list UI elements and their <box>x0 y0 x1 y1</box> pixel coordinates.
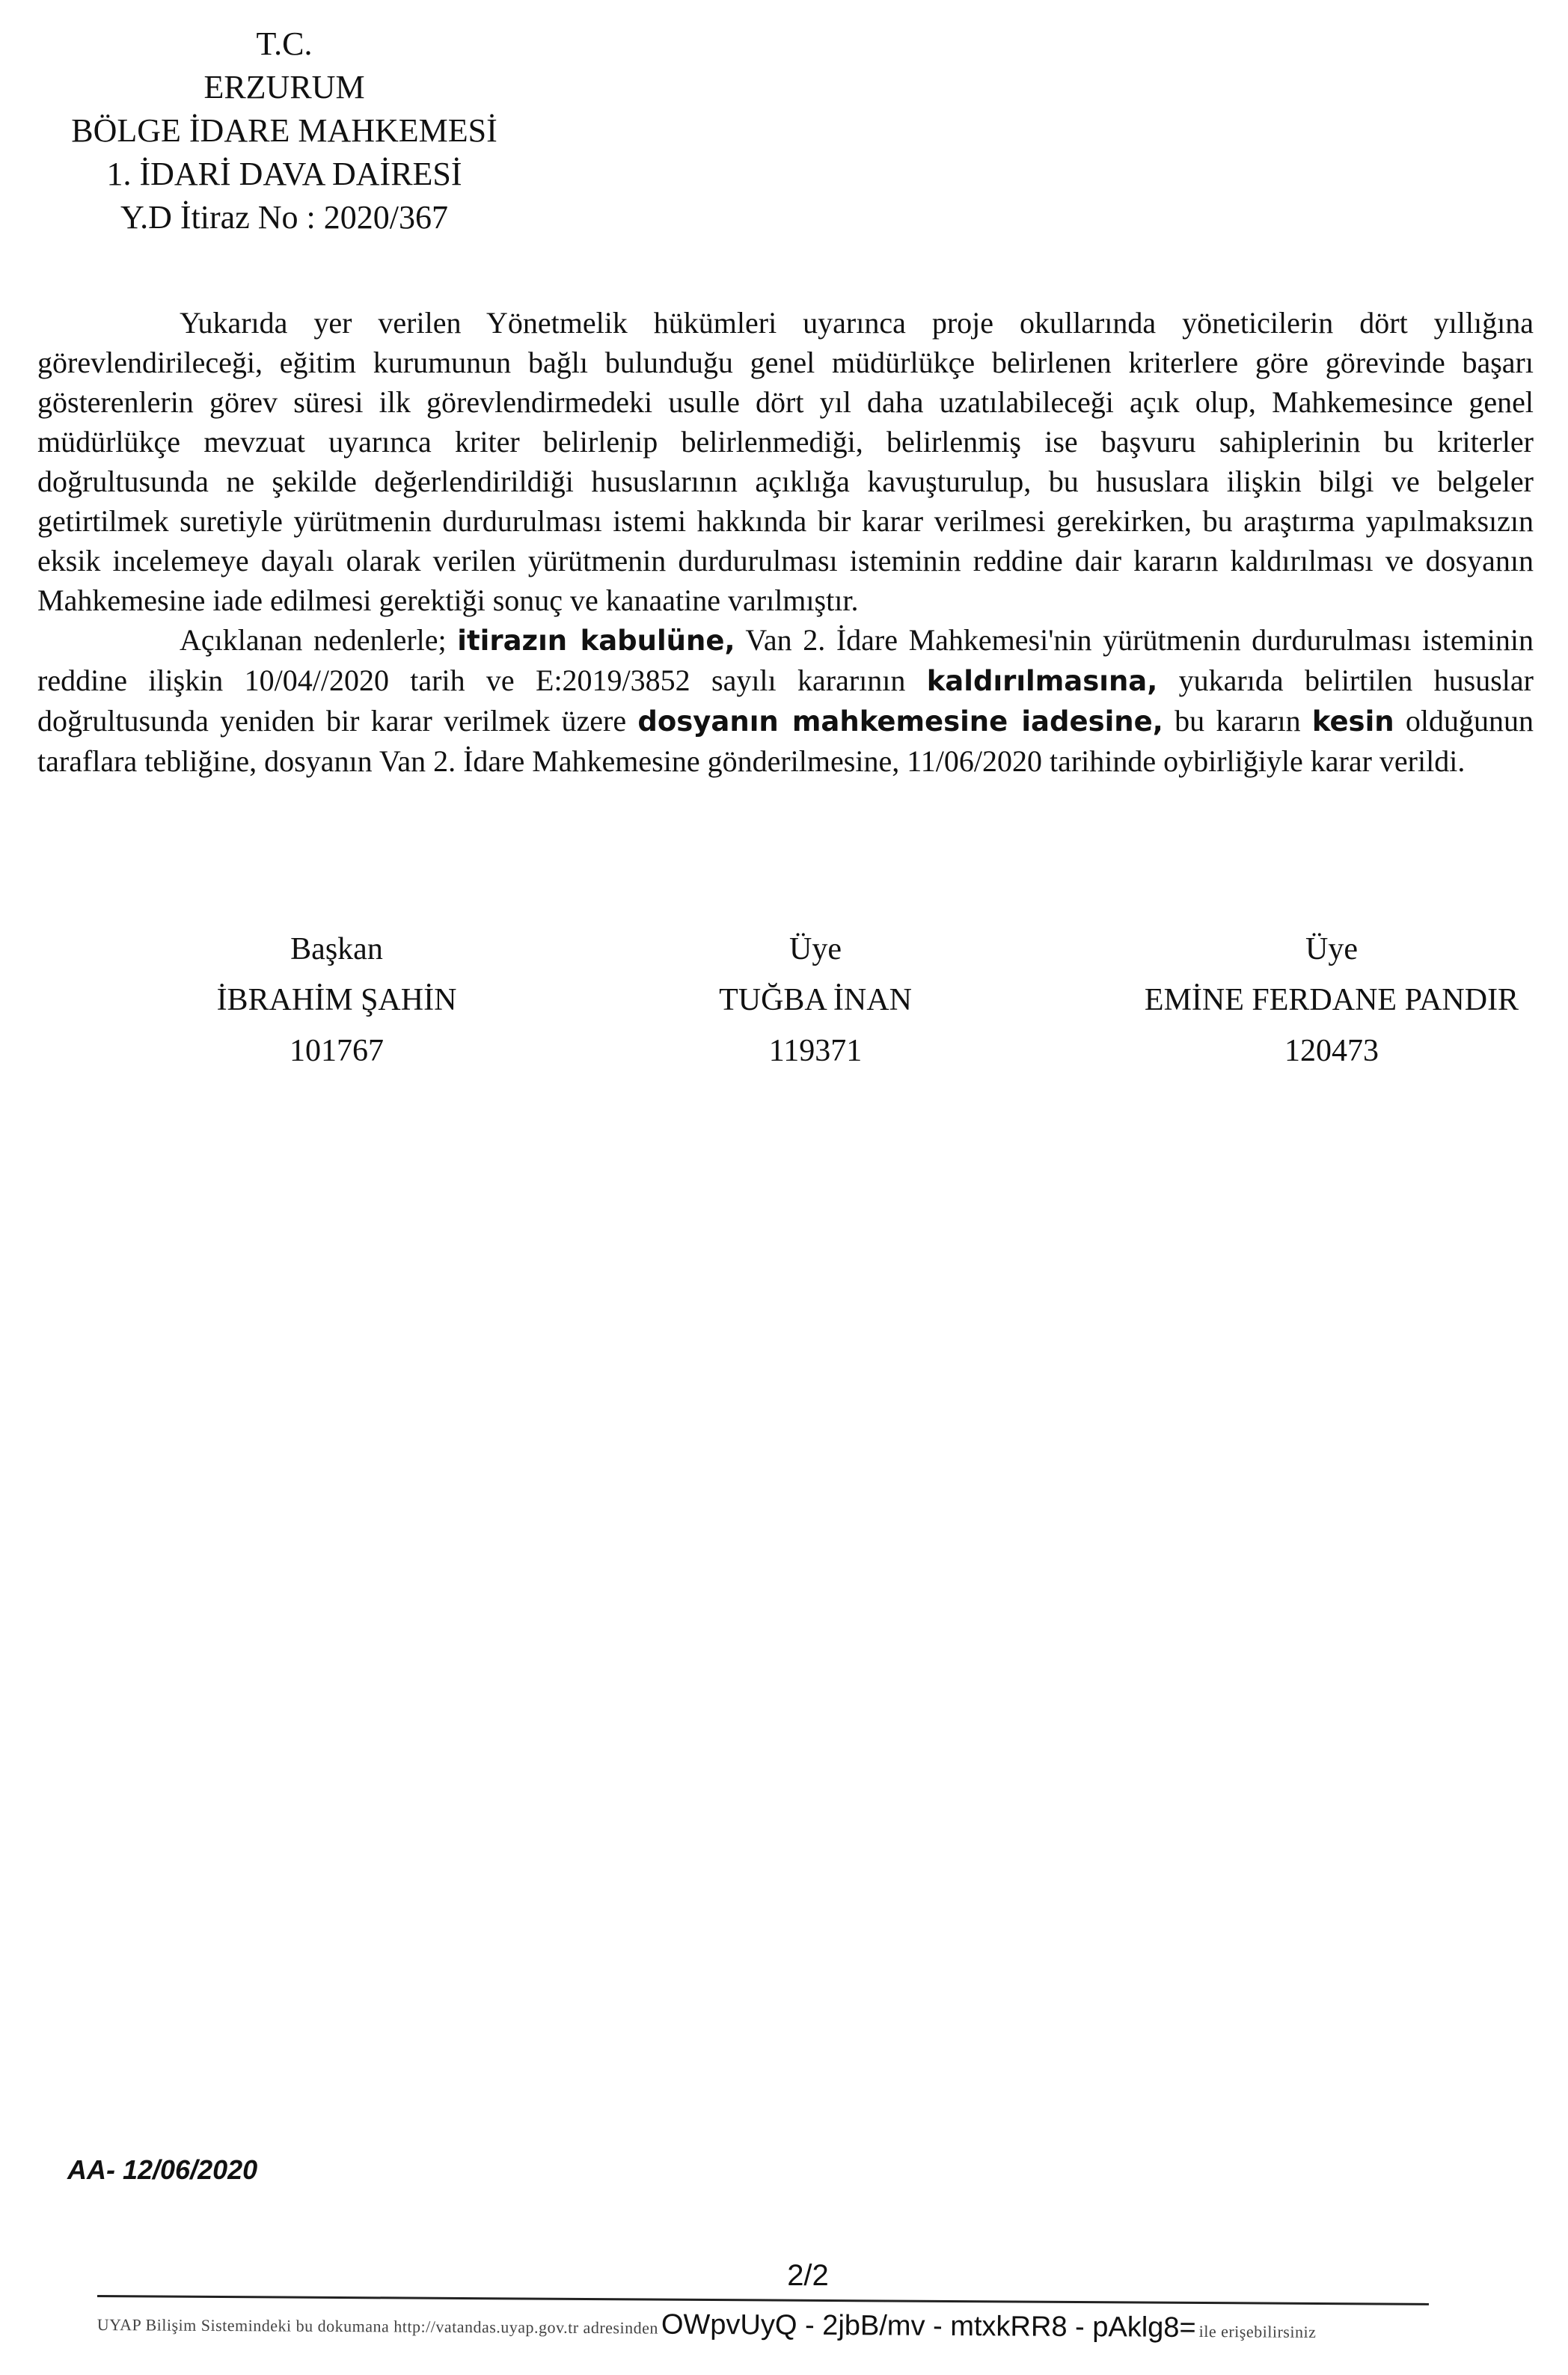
decision-body <box>37 303 1534 781</box>
verdict-text: Van 2. İdare Mahkemesi'nin yürütmenin durdurulması isteminin reddine ilişkin 10/04//2020 tarih ve E:2019/3852 sayılı kararının <box>37 623 1534 697</box>
verification-code: OWpvUyQ - 2jbB/mv - mtxkRR8 - pAklg8= <box>661 2308 1196 2344</box>
signature-name: İBRAHİM ŞAHİN <box>216 983 457 1017</box>
verdict-text: olduğunun taraflara tebliğine, dosyanın Van 2. İdare Mahkemesine gönderilmesine, 11/06/2020 tarihinde oybirliğiyle karar verildi. <box>37 704 1534 778</box>
signature-role: Üye <box>1305 932 1358 966</box>
verdict-paragraph <box>37 620 1534 781</box>
date-stamp: AA- 12/06/2020 <box>67 2154 258 2185</box>
footer-note: UYAP Bilişim Sistemindeki bu dokumana http://vatandas.uyap.gov.tr adresinden <box>97 2314 658 2338</box>
signature-name: TUĞBA İNAN <box>719 983 912 1017</box>
verdict-bold: itirazın kabulüne, <box>457 625 735 657</box>
signature-number: 101767 <box>290 1034 384 1068</box>
footer-verification <box>97 2305 1429 2346</box>
city-line: ERZURUM <box>203 69 365 105</box>
footer-note-end: ile erişebilirsiniz <box>1198 2321 1317 2341</box>
verdict-bold: dosyanın mahkemesine iadesine, <box>637 705 1163 738</box>
signature-role: Başkan <box>290 932 383 966</box>
file-number: Y.D İtiraz No : 2020/367 <box>120 199 448 236</box>
country-line: T.C. <box>256 25 313 62</box>
reasoning-paragraph: Yukarıda yer verilen Yönetmelik hükümleri uyarınca proje okullarında yöneticilerin dört yıllığına görevlendirileceği, eğitim kurumunun bağlı bulunduğu genel müdürlükçe belirlenen kriterlere göre görevinde başarı gösterenlerin görev süresi ilk görevlendirmedeki usulle dört yıl daha uzatılabileceği açık olup, Mahkemesince genel müdürlükçe mevzuat uyarınca kriter belirlenip belirlenmediği, belirlenmiş ise başvuru sahiplerinin bu kriterler doğrultusunda ne şekilde değerlendirildiği hususlarının açıklığa kavuşturulup, bu hususlara ilişkin bilgi ve belgeler getirtilmek suretiyle yürütmenin durdurulması istemi hakkında bir karar verilmesi gerekirken, bu araştırma yapılmaksızın eksik incelemeye dayalı olarak verilen yürütmenin durdurulması isteminin reddine dair kararın kaldırılması ve dosyanın Mahkemesine iade edilmesi gerektiği sonuç ve kanaatine varılmıştır. <box>37 306 1534 617</box>
verdict-text: Açıklanan nedenlerle; <box>180 623 458 657</box>
chamber-name: 1. İDARİ DAVA DAİRESİ <box>106 156 462 192</box>
signature-role: Üye <box>789 932 842 966</box>
verdict-bold: kesin <box>1311 705 1394 738</box>
footer-divider <box>97 2295 1429 2305</box>
signature-member-1 <box>636 924 995 1076</box>
signature-number: 119371 <box>768 1034 863 1068</box>
verdict-text: yukarıda belirtilen hususlar doğrultusunda yeniden bir karar verilmek üzere <box>37 664 1534 738</box>
verdict-text: bu kararın <box>1163 704 1312 738</box>
court-header <box>0 22 569 239</box>
court-name: BÖLGE İDARE MAHKEMESİ <box>71 112 497 149</box>
signature-name: EMİNE FERDANE PANDIR <box>1144 983 1519 1017</box>
signature-president <box>187 924 486 1076</box>
signature-member-2 <box>1047 924 1568 1076</box>
page-number: 2/2 <box>787 2259 829 2292</box>
verdict-bold: kaldırılmasına, <box>926 665 1158 697</box>
signature-number: 120473 <box>1284 1034 1379 1068</box>
